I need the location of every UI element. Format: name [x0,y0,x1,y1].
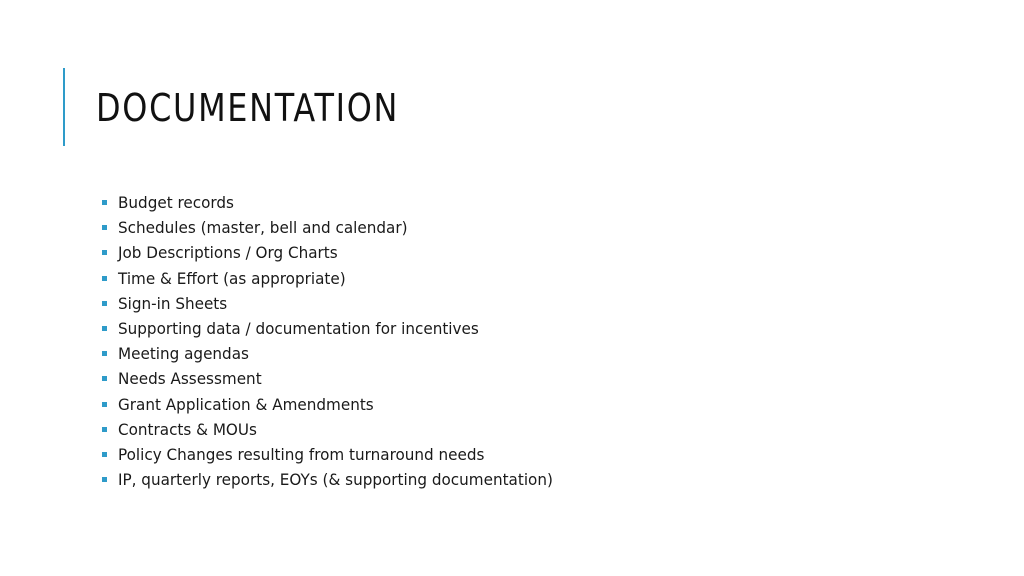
list-item-text: Sign-in Sheets [118,293,228,313]
list-item [102,316,576,341]
slide-title: DOCUMENTATION [96,86,400,130]
list-item-text: Contracts & MOUs [118,419,257,439]
square-bullet-icon [102,301,107,306]
list-item-text: Policy Changes resulting from turnaround needs [118,444,485,464]
list-item [102,392,576,417]
list-item [102,215,576,240]
list-item-text: Supporting data / documentation for incentives [118,318,479,338]
list-item [102,417,576,442]
title-accent-bar [63,68,65,146]
list-item [102,341,576,366]
list-item [102,240,576,265]
square-bullet-icon [102,200,107,205]
list-item [102,291,576,316]
square-bullet-icon [102,427,107,432]
square-bullet-icon [102,402,107,407]
square-bullet-icon [102,351,107,356]
bullet-list [102,190,576,492]
list-item-text: Job Descriptions / Org Charts [118,243,338,263]
list-item-text: Schedules (master, bell and calendar) [118,218,408,238]
list-item [102,366,576,391]
list-item [102,442,576,467]
list-item-text: Meeting agendas [118,344,249,364]
list-item-text: Grant Application & Amendments [118,394,374,414]
list-item-text: Budget records [118,193,234,212]
list-item-text: Time & Effort (as appropriate) [118,268,346,288]
square-bullet-icon [102,477,107,482]
list-item [102,190,576,215]
square-bullet-icon [102,376,107,381]
list-item [102,467,576,492]
list-item-text: Needs Assessment [118,369,262,389]
square-bullet-icon [102,452,107,457]
list-item [102,266,576,291]
square-bullet-icon [102,276,107,281]
list-item-text: IP, quarterly reports, EOYs (& supporting documentation) [118,470,553,490]
square-bullet-icon [102,225,107,230]
square-bullet-icon [102,326,107,331]
square-bullet-icon [102,250,107,255]
